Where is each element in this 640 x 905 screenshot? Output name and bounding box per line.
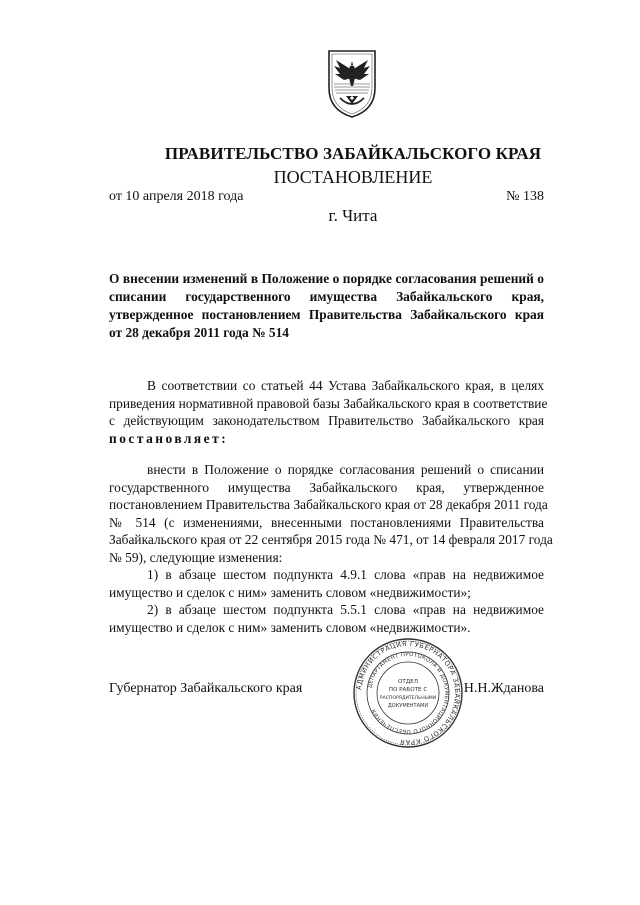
stamp-center-line: ДОКУМЕНТАМИ bbox=[387, 703, 429, 709]
body-line: № 59), следующие изменения: bbox=[109, 549, 283, 565]
signatory-role: Губернатор Забайкальского края bbox=[109, 681, 303, 696]
change-item-2-cont: имущество и сделок с ним» заменить словом «недвижимости». bbox=[109, 619, 471, 635]
body-line: постановлением Правительства Забайкальского края от 28 декабря 2011 года bbox=[109, 497, 548, 512]
preamble-line: приведения нормативной правовой базы Забайкальского края в соответствие bbox=[109, 395, 548, 411]
change-item-2: 2) в абзаце шестом подпункта 5.5.1 слова «прав на недвижимое bbox=[147, 602, 544, 617]
decree-word: постановляет: bbox=[109, 430, 229, 446]
subject-line: списании государственного имущества Забайкальского края, bbox=[109, 289, 544, 304]
document-city: г. Чита bbox=[328, 206, 378, 225]
body-line: государственного имущества Забайкальского края, утвержденное bbox=[109, 479, 544, 495]
document-number: № 138 bbox=[506, 189, 544, 204]
government-title: ПРАВИТЕЛЬСТВО ЗАБАЙКАЛЬСКОГО КРАЯ bbox=[164, 144, 542, 163]
preamble-line: с действующим законодательством Правительство Забайкальского края bbox=[109, 413, 544, 428]
signatory-name: Н.Н.Жданова bbox=[463, 681, 544, 696]
official-seal-icon bbox=[352, 637, 464, 749]
change-item-1-cont: имущество и сделок с ним» заменить словом «недвижимости»; bbox=[109, 584, 471, 600]
document-subject bbox=[109, 270, 544, 342]
preamble-paragraph bbox=[109, 377, 548, 447]
body-line: Забайкальского края от 22 сентября 2015 года № 471, от 14 февраля 2017 года bbox=[109, 532, 553, 547]
coat-of-arms-icon bbox=[326, 48, 378, 120]
subject-line: утвержденное постановлением Правительства Забайкальского края bbox=[109, 307, 544, 322]
subject-line: от 28 декабря 2011 года № 514 bbox=[109, 325, 289, 340]
document-date: от 10 апреля 2018 года bbox=[109, 189, 244, 204]
body-paragraph bbox=[109, 461, 553, 636]
stamp-center-line: ПО РАБОТЕ С bbox=[388, 687, 428, 693]
document-type: ПОСТАНОВЛЕНИЕ bbox=[273, 167, 433, 187]
stamp-center-line: РАСПОРЯДИТЕЛЬНЫМИ bbox=[379, 696, 437, 701]
stamp-outer-text: АДМИНИСТРАЦИЯ ГУБЕРНАТОРА ЗАБАЙКАЛЬСКОГО КРАЯ bbox=[355, 639, 462, 747]
subject-line: О внесении изменений в Положение о порядке согласования решений о bbox=[109, 271, 544, 286]
preamble-line: В соответствии со статьей 44 Устава Забайкальского края, в целях bbox=[147, 378, 544, 393]
body-line: № 514 (с изменениями, внесенными постановлениями Правительства bbox=[109, 514, 544, 530]
change-item-1: 1) в абзаце шестом подпункта 4.9.1 слова «прав на недвижимое bbox=[147, 567, 544, 582]
stamp-inner-text: ДЕПАРТАМЕНТ ПРОТОКОЛА И ДОКУМЕНТАЦИОННОГО ОБЕСПЕЧЕНИЯ bbox=[367, 651, 450, 735]
body-line: внести в Положение о порядке согласования решений о списании bbox=[147, 462, 544, 477]
stamp-center-line: ОТДЕЛ bbox=[398, 679, 418, 685]
